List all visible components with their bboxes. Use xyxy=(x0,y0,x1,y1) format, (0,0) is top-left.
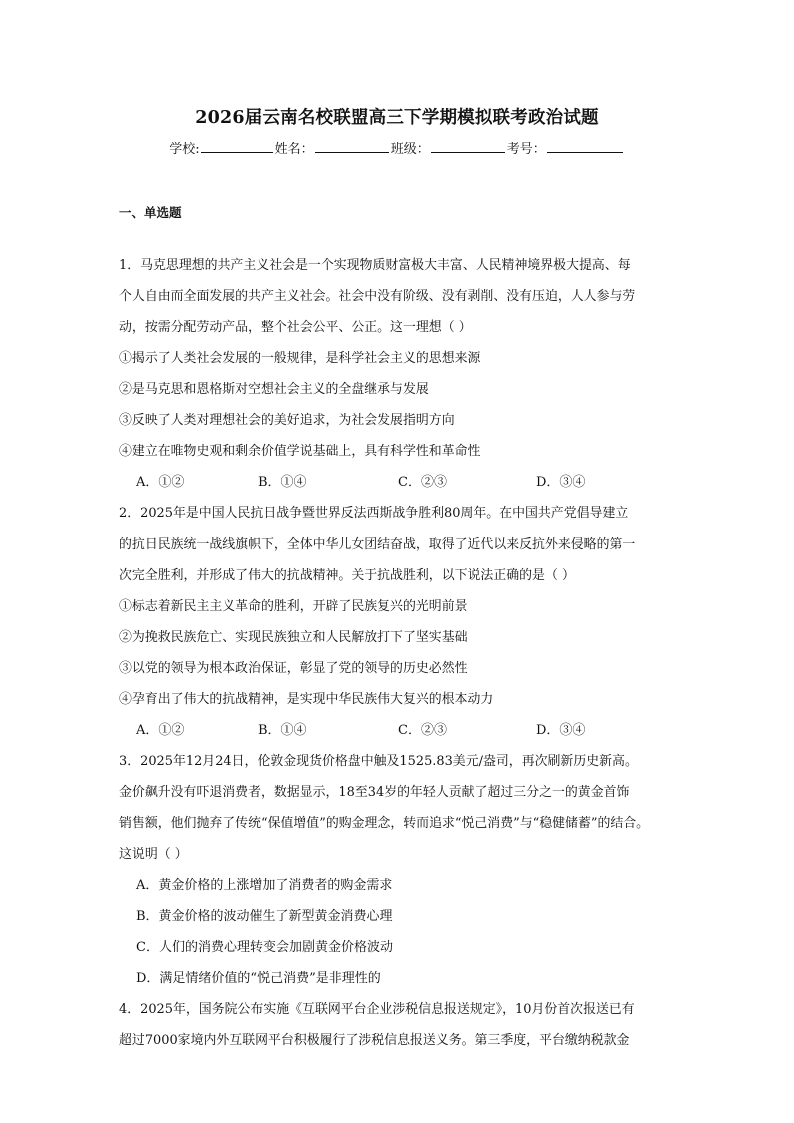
q4-stem-line-2: 超过7000家境内外互联网平台积极履行了涉税信息报送义务。第三季度，平台缴纳税款金 xyxy=(119,1033,630,1048)
q1-stem-line-2: 个人自由而全面发展的共产主义社会。社会中没有阶级、没有剥削、没有压迫，人人参与劳 xyxy=(119,289,636,304)
q1-statement-3: ③反映了人类对理想社会的美好追求，为社会发展指明方向 xyxy=(119,413,455,428)
school-field[interactable] xyxy=(201,140,273,153)
q2-statement-2: ②为挽救民族危亡、实现民族独立和人民解放打下了坚实基础 xyxy=(119,630,468,645)
q2-statement-3: ③以党的领导为根本政治保证，彰显了党的领导的历史必然性 xyxy=(119,661,468,676)
q2-statement-1: ①标志着新民主主义革命的胜利，开辟了民族复兴的光明前景 xyxy=(119,599,468,614)
name-label: 姓名： xyxy=(274,142,314,157)
q2-option-a[interactable]: A．①② xyxy=(136,723,185,738)
q3-option-b[interactable]: B．黄金价格的波动催生了新型黄金消费心理 xyxy=(136,909,393,924)
q3-stem-line-3: 销售额，他们抛弃了传统“保值增值”的购金理念，转而追求“悦己消费”与“稳健储蓄”的结合。 xyxy=(119,816,650,831)
page-title: 2026届云南名校联盟高三下学期模拟联考政治试题 xyxy=(195,108,599,128)
q2-stem-line-3: 次完全胜利，并形成了伟大的抗战精神。关于抗战胜利，以下说法正确的是（ ） xyxy=(119,568,575,583)
q1-statement-2: ②是马克思和恩格斯对空想社会主义的全盘继承与发展 xyxy=(119,382,429,397)
q3-stem-line-1: 3．2025年12月24日，伦敦金现货价格盘中触及1525.83美元/盎司，再次刷新历史新高。 xyxy=(119,754,638,769)
q2-options xyxy=(136,722,656,740)
q2-stem-line-1: 2．2025年是中国人民抗日战争暨世界反法西斯战争胜利80周年。在中国共产党倡导建立 xyxy=(119,506,629,521)
id-field[interactable] xyxy=(547,140,623,153)
q3-option-d[interactable]: D．满足情绪价值的“悦己消费”是非理性的 xyxy=(136,971,381,986)
q2-option-d[interactable]: D．③④ xyxy=(536,723,586,738)
student-info-line xyxy=(0,138,794,157)
q2-stem-line-2: 的抗日民族统一战线旗帜下，全体中华儿女团结奋战，取得了近代以来反抗外来侵略的第一 xyxy=(119,537,636,552)
q1-statement-4: ④建立在唯物史观和剩余价值学说基础上，具有科学性和革命性 xyxy=(119,444,481,459)
class-label: 班级： xyxy=(390,142,430,157)
q3-option-a[interactable]: A．黄金价格的上涨增加了消费者的购金需求 xyxy=(136,878,393,893)
q4-stem-line-1: 4．2025年，国务院公布实施《互联网平台企业涉税信息报送规定》，10月份首次报送已有 xyxy=(119,1002,635,1017)
name-field[interactable] xyxy=(315,140,389,153)
q1-statement-1: ①揭示了人类社会发展的一般规律，是科学社会主义的思想来源 xyxy=(119,351,481,366)
school-label: 学校: xyxy=(169,142,200,157)
q1-option-b[interactable]: B．①④ xyxy=(258,475,307,490)
q3-stem-line-4: 这说明（ ） xyxy=(119,847,188,862)
q2-option-c[interactable]: C．②③ xyxy=(398,723,447,738)
q1-option-c[interactable]: C．②③ xyxy=(398,475,447,490)
class-field[interactable] xyxy=(431,140,505,153)
id-label: 考号： xyxy=(506,142,546,157)
q1-stem-line-1: 1．马克思理想的共产主义社会是一个实现物质财富极大丰富、人民精神境界极大提高、每 xyxy=(119,258,631,273)
q3-stem-line-2: 金价飙升没有吓退消费者，数据显示，18至34岁的年轻人贡献了超过三分之一的黄金首饰 xyxy=(119,785,630,800)
q1-option-d[interactable]: D．③④ xyxy=(536,475,586,490)
q1-option-a[interactable]: A．①② xyxy=(136,475,185,490)
q2-statement-4: ④孕育出了伟大的抗战精神，是实现中华民族伟大复兴的根本动力 xyxy=(119,692,494,707)
q2-option-b[interactable]: B．①④ xyxy=(258,723,307,738)
q3-option-c[interactable]: C．人们的消费心理转变会加剧黄金价格波动 xyxy=(136,940,393,955)
q1-stem-line-3: 动，按需分配劳动产品，整个社会公平、公正。这一理想（ ） xyxy=(119,320,472,335)
q1-options xyxy=(136,474,656,492)
section-heading: 一、单选题 xyxy=(119,205,182,220)
